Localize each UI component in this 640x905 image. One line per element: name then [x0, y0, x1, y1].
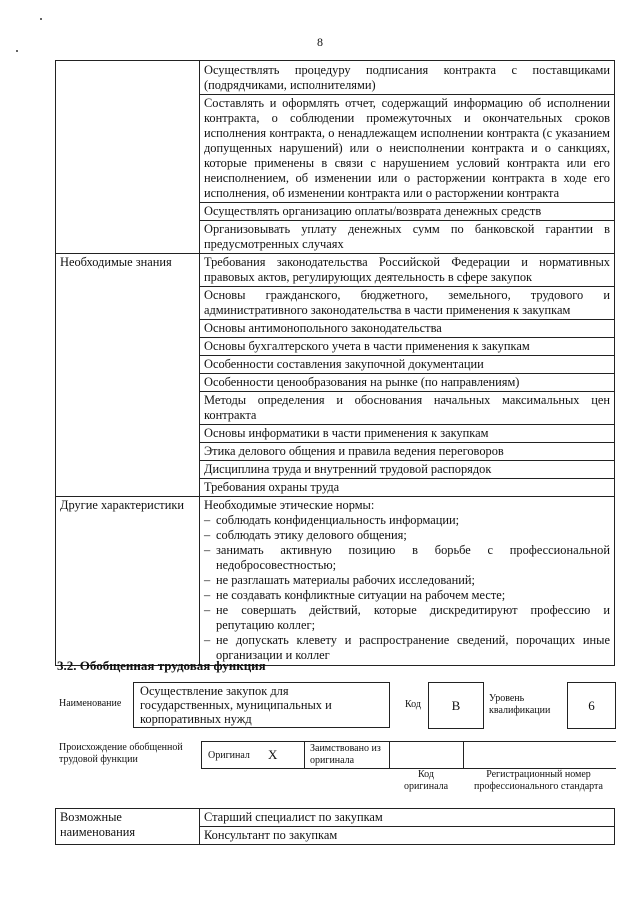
code-box — [428, 682, 484, 729]
list-item — [204, 588, 610, 603]
level-label: Уровень квалификации — [489, 693, 551, 716]
code-original-cell — [389, 742, 464, 768]
list-item: Основы информатики в части применения к закупкам — [200, 425, 614, 443]
origin-label: Происхождение обобщенной трудовой функции — [59, 742, 183, 765]
list-item-text: не создавать конфликтные ситуации на рабочем месте; — [216, 588, 506, 602]
page-number: 8 — [317, 35, 323, 49]
possible-names-table — [55, 808, 615, 845]
other-characteristics-cell — [200, 497, 615, 666]
code-label: Код — [405, 699, 421, 710]
list-item-text: занимать активную позицию в борьбе с профессиональной недобросовестностью; — [216, 543, 610, 572]
table-row — [56, 497, 615, 666]
code-value: B — [451, 698, 461, 713]
original-mark: X — [268, 747, 278, 762]
original-label: Оригинал — [208, 750, 250, 761]
list-item: Осуществлять организацию оплаты/возврата денежных средств — [200, 203, 614, 221]
list-item: Особенности составления закупочной документации — [200, 356, 614, 374]
level-box — [567, 682, 616, 729]
competency-table — [55, 60, 615, 666]
dash-marker: – — [204, 633, 211, 647]
list-item: Этика делового общения и правила ведения переговоров — [200, 443, 614, 461]
row-label-empty — [56, 61, 200, 254]
ethics-intro: Необходимые этические нормы: — [204, 498, 375, 512]
list-item: Дисциплина труда и внутренний трудовой распорядок — [200, 461, 614, 479]
code-original-label: Код оригинала — [403, 769, 449, 792]
borrowed-label: Заимствовано из оригинала — [310, 743, 381, 766]
name-label: Наименование — [59, 698, 122, 709]
list-item — [204, 603, 610, 633]
scan-dot — [40, 18, 42, 20]
original-cell — [202, 742, 305, 768]
list-item — [204, 543, 610, 573]
list-item: Основы антимонопольного законодательства — [200, 320, 614, 338]
list-item: Составлять и оформлять отчет, содержащий информацию об исполнении контракта, о соблюдении промежуточных и окончательных сроков исполнения контракта, о ненадлежащем исполнении контракта (с указанием допущенных нарушений) или о неисполнении контракта и о санкциях, которые применены в связи с нарушением условий контракта или его неисполнением, об изменении или о расторжении контракта в ходе его исполнения, об изменении контракта или о расторжении контракта — [200, 95, 614, 203]
section-title: 3.2. Обобщенная трудовая функция — [57, 658, 266, 673]
list-item-text: соблюдать конфиденциальность информации; — [216, 513, 460, 527]
dash-marker: – — [204, 528, 211, 542]
list-item-text: не допускать клевету и распространение сведений, порочащих иные организации и коллег — [216, 633, 610, 662]
list-item: Организовывать уплату денежных сумм по банковской гарантии в предусмотренных случаях — [204, 222, 610, 251]
dash-marker: – — [204, 603, 211, 617]
list-item: Основы бухгалтерского учета в части применения к закупкам — [200, 338, 614, 356]
list-item: Требования охраны труда — [204, 480, 340, 494]
list-item: Методы определения и обоснования начальных максимальных цен контракта — [200, 392, 614, 425]
name-value: Осуществление закупок для государственных, муниципальных и корпоративных нужд — [140, 684, 332, 726]
actions-cell — [200, 61, 615, 254]
possible-names-label: Возможные наименования — [56, 809, 200, 845]
possible-names-cell — [200, 809, 615, 845]
other-characteristics-label: Другие характеристики — [56, 497, 200, 666]
dash-marker: – — [204, 573, 211, 587]
table-row — [56, 809, 615, 845]
knowledge-label: Необходимые знания — [56, 254, 200, 497]
table-row — [56, 254, 615, 497]
dash-marker: – — [204, 513, 211, 527]
list-item: Особенности ценообразования на рынке (по направлениям) — [200, 374, 614, 392]
list-item — [204, 513, 610, 528]
knowledge-cell — [200, 254, 615, 497]
list-item: Осуществлять процедуру подписания контракта с поставщиками (подрядчиками, исполнителями) — [200, 61, 614, 95]
name-value-box — [133, 682, 390, 728]
list-item-text: не совершать действий, которые дискредитируют профессию и репутацию коллег; — [216, 603, 610, 632]
list-item-text: соблюдать этику делового общения; — [216, 528, 407, 542]
table-row — [56, 61, 615, 254]
origin-row — [201, 741, 616, 769]
dash-marker: – — [204, 543, 211, 557]
list-item-text: не разглашать материалы рабочих исследований; — [216, 573, 475, 587]
list-item: Требования законодательства Российской Федерации и нормативных правовых актов, регулирующих деятельность в сфере закупок — [200, 254, 614, 287]
list-item: Консультант по закупкам — [204, 828, 338, 842]
list-item — [204, 528, 610, 543]
list-item: Старший специалист по закупкам — [200, 809, 614, 827]
reg-number-label: Регистрационный номер профессионального стандарта — [474, 769, 603, 792]
list-item: Основы гражданского, бюджетного, земельного, трудового и административного законодательства в части применения к закупкам — [200, 287, 614, 320]
dash-marker: – — [204, 588, 211, 602]
level-value: 6 — [588, 698, 595, 713]
scan-dot — [16, 50, 18, 52]
list-item — [204, 573, 610, 588]
